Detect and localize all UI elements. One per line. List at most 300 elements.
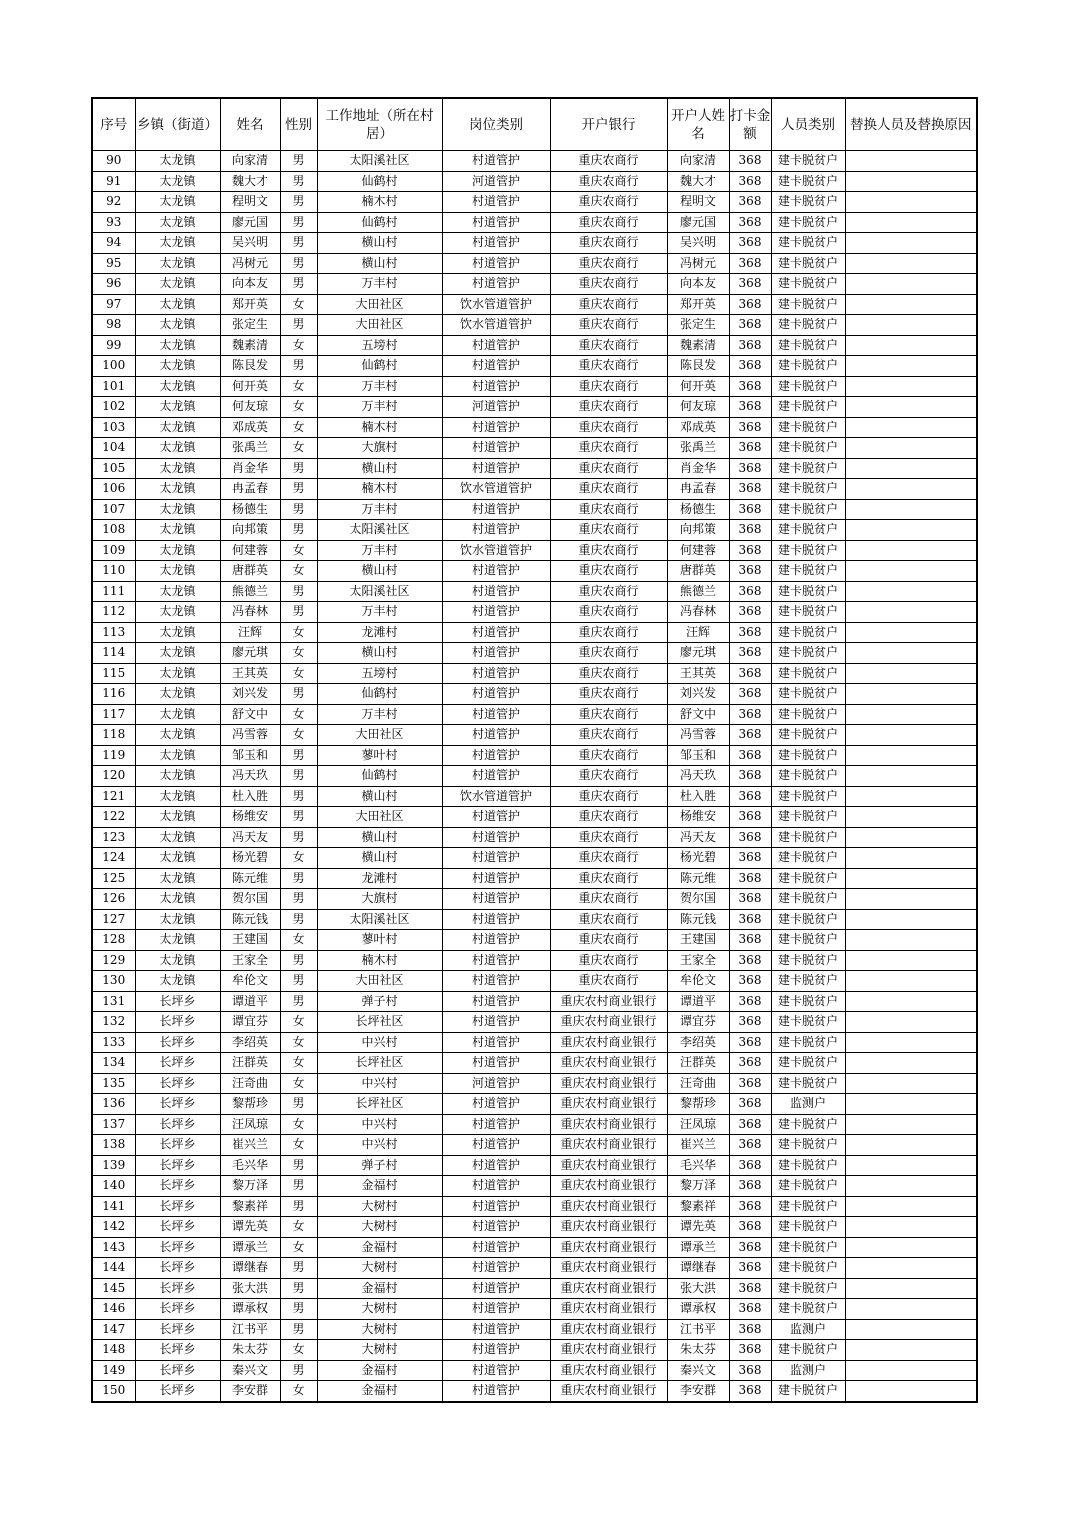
cell-replacement: [845, 622, 977, 643]
cell-account-holder: 谭先英: [667, 1217, 729, 1238]
cell-bank: 重庆农商行: [550, 356, 667, 377]
cell-person-category: 建卡脱贫户: [771, 315, 845, 336]
table-row: [92, 171, 977, 192]
cell-serial: 104: [92, 438, 135, 459]
cell-post-type: 村道管护: [442, 971, 550, 992]
cell-serial: 123: [92, 827, 135, 848]
cell-gender: 女: [280, 335, 317, 356]
cell-bank: 重庆农村商业银行: [550, 1196, 667, 1217]
cell-person-category: 建卡脱贫户: [771, 827, 845, 848]
cell-bank: 重庆农村商业银行: [550, 1299, 667, 1320]
cell-work-address: 长坪社区: [317, 1094, 442, 1115]
cell-amount: 368: [729, 335, 771, 356]
cell-serial: 106: [92, 479, 135, 500]
cell-serial: 99: [92, 335, 135, 356]
cell-serial: 113: [92, 622, 135, 643]
cell-gender: 男: [280, 1319, 317, 1340]
cell-post-type: 村道管护: [442, 1360, 550, 1381]
cell-township: 太龙镇: [135, 766, 220, 787]
table-row: [92, 315, 977, 336]
cell-account-holder: 魏素清: [667, 335, 729, 356]
cell-amount: 368: [729, 561, 771, 582]
cell-work-address: 大树村: [317, 1196, 442, 1217]
cell-township: 太龙镇: [135, 438, 220, 459]
cell-serial: 105: [92, 458, 135, 479]
cell-post-type: 村道管护: [442, 1258, 550, 1279]
cell-post-type: 村道管护: [442, 704, 550, 725]
cell-name: 陈元维: [220, 868, 280, 889]
cell-amount: 368: [729, 1094, 771, 1115]
cell-amount: 368: [729, 1340, 771, 1361]
cell-serial: 144: [92, 1258, 135, 1279]
cell-work-address: 弹子村: [317, 1155, 442, 1176]
cell-township: 太龙镇: [135, 848, 220, 869]
cell-gender: 女: [280, 663, 317, 684]
cell-replacement: [845, 438, 977, 459]
cell-work-address: 金福村: [317, 1237, 442, 1258]
table-row: [92, 745, 977, 766]
cell-gender: 女: [280, 294, 317, 315]
cell-person-category: 建卡脱贫户: [771, 1073, 845, 1094]
cell-replacement: [845, 315, 977, 336]
table-row: [92, 479, 977, 500]
table-row: [92, 253, 977, 274]
table-row: [92, 499, 977, 520]
cell-gender: 女: [280, 704, 317, 725]
cell-work-address: 长坪社区: [317, 1012, 442, 1033]
cell-amount: 368: [729, 1381, 771, 1402]
table-row: [92, 1237, 977, 1258]
cell-work-address: 中兴村: [317, 1135, 442, 1156]
cell-township: 太龙镇: [135, 274, 220, 295]
cell-account-holder: 王其英: [667, 663, 729, 684]
cell-work-address: 大旗村: [317, 889, 442, 910]
cell-work-address: 万丰村: [317, 540, 442, 561]
cell-person-category: 建卡脱贫户: [771, 561, 845, 582]
cell-account-holder: 汪辉: [667, 622, 729, 643]
cell-gender: 男: [280, 151, 317, 172]
cell-work-address: 龙滩村: [317, 622, 442, 643]
cell-bank: 重庆农村商业银行: [550, 1073, 667, 1094]
cell-post-type: 村道管护: [442, 766, 550, 787]
cell-name: 张定生: [220, 315, 280, 336]
cell-bank: 重庆农商行: [550, 725, 667, 746]
cell-person-category: 建卡脱贫户: [771, 848, 845, 869]
cell-gender: 男: [280, 520, 317, 541]
cell-replacement: [845, 1258, 977, 1279]
cell-township: 长坪乡: [135, 1299, 220, 1320]
cell-post-type: 河道管护: [442, 171, 550, 192]
cell-replacement: [845, 889, 977, 910]
cell-post-type: 村道管护: [442, 417, 550, 438]
cell-bank: 重庆农商行: [550, 827, 667, 848]
cell-bank: 重庆农村商业银行: [550, 1155, 667, 1176]
table-row: [92, 561, 977, 582]
cell-township: 长坪乡: [135, 1217, 220, 1238]
cell-bank: 重庆农商行: [550, 253, 667, 274]
cell-name: 张禹兰: [220, 438, 280, 459]
cell-replacement: [845, 786, 977, 807]
cell-township: 太龙镇: [135, 745, 220, 766]
cell-replacement: [845, 1299, 977, 1320]
cell-gender: 男: [280, 274, 317, 295]
cell-post-type: 村道管护: [442, 1278, 550, 1299]
cell-work-address: 五塝村: [317, 663, 442, 684]
cell-bank: 重庆农商行: [550, 930, 667, 951]
table-row: [92, 335, 977, 356]
cell-replacement: [845, 991, 977, 1012]
cell-gender: 男: [280, 1258, 317, 1279]
cell-work-address: 万丰村: [317, 397, 442, 418]
cell-serial: 112: [92, 602, 135, 623]
cell-gender: 女: [280, 622, 317, 643]
cell-replacement: [845, 807, 977, 828]
cell-work-address: 金福村: [317, 1176, 442, 1197]
cell-name: 熊德兰: [220, 581, 280, 602]
cell-gender: 男: [280, 827, 317, 848]
cell-serial: 102: [92, 397, 135, 418]
cell-gender: 男: [280, 602, 317, 623]
cell-township: 太龙镇: [135, 889, 220, 910]
cell-serial: 91: [92, 171, 135, 192]
cell-work-address: 横山村: [317, 848, 442, 869]
table-row: [92, 1299, 977, 1320]
cell-gender: 女: [280, 1073, 317, 1094]
cell-replacement: [845, 581, 977, 602]
cell-work-address: 仙鹤村: [317, 212, 442, 233]
cell-account-holder: 杨维安: [667, 807, 729, 828]
cell-serial: 137: [92, 1114, 135, 1135]
cell-post-type: 村道管护: [442, 192, 550, 213]
table-row: [92, 766, 977, 787]
cell-township: 太龙镇: [135, 909, 220, 930]
cell-serial: 94: [92, 233, 135, 254]
cell-account-holder: 陈元维: [667, 868, 729, 889]
cell-gender: 女: [280, 643, 317, 664]
cell-gender: 女: [280, 1237, 317, 1258]
cell-serial: 143: [92, 1237, 135, 1258]
cell-account-holder: 张禹兰: [667, 438, 729, 459]
cell-name: 向家清: [220, 151, 280, 172]
table-row: [92, 827, 977, 848]
cell-post-type: 村道管护: [442, 253, 550, 274]
cell-bank: 重庆农商行: [550, 171, 667, 192]
cell-serial: 150: [92, 1381, 135, 1402]
cell-replacement: [845, 1135, 977, 1156]
cell-account-holder: 朱太芬: [667, 1340, 729, 1361]
cell-person-category: 建卡脱贫户: [771, 499, 845, 520]
cell-replacement: [845, 212, 977, 233]
cell-name: 秦兴文: [220, 1360, 280, 1381]
cell-amount: 368: [729, 1155, 771, 1176]
cell-work-address: 大田社区: [317, 725, 442, 746]
cell-name: 向邦策: [220, 520, 280, 541]
cell-account-holder: 王建国: [667, 930, 729, 951]
cell-account-holder: 陈艮发: [667, 356, 729, 377]
cell-person-category: 监测户: [771, 1094, 845, 1115]
cell-replacement: [845, 868, 977, 889]
cell-replacement: [845, 1217, 977, 1238]
cell-amount: 368: [729, 1032, 771, 1053]
cell-name: 廖元琪: [220, 643, 280, 664]
cell-bank: 重庆农商行: [550, 704, 667, 725]
cell-gender: 男: [280, 868, 317, 889]
cell-serial: 142: [92, 1217, 135, 1238]
cell-work-address: 大田社区: [317, 294, 442, 315]
cell-bank: 重庆农商行: [550, 499, 667, 520]
header-account-holder: 开户人姓名: [667, 98, 729, 151]
table-row: [92, 274, 977, 295]
cell-bank: 重庆农村商业银行: [550, 1340, 667, 1361]
cell-bank: 重庆农商行: [550, 848, 667, 869]
cell-replacement: [845, 520, 977, 541]
cell-work-address: 弹子村: [317, 991, 442, 1012]
cell-serial: 101: [92, 376, 135, 397]
table-row: [92, 397, 977, 418]
cell-amount: 368: [729, 745, 771, 766]
cell-person-category: 建卡脱贫户: [771, 1237, 845, 1258]
cell-bank: 重庆农商行: [550, 274, 667, 295]
table-row: [92, 1258, 977, 1279]
header-township: 乡镇（街道）: [135, 98, 220, 151]
cell-name: 程明文: [220, 192, 280, 213]
cell-township: 太龙镇: [135, 602, 220, 623]
cell-person-category: 建卡脱贫户: [771, 479, 845, 500]
cell-person-category: 建卡脱贫户: [771, 807, 845, 828]
cell-township: 太龙镇: [135, 171, 220, 192]
cell-name: 朱太芬: [220, 1340, 280, 1361]
cell-township: 太龙镇: [135, 253, 220, 274]
cell-account-holder: 贺尔国: [667, 889, 729, 910]
cell-post-type: 村道管护: [442, 458, 550, 479]
cell-person-category: 建卡脱贫户: [771, 151, 845, 172]
cell-post-type: 村道管护: [442, 991, 550, 1012]
cell-bank: 重庆农商行: [550, 786, 667, 807]
cell-township: 太龙镇: [135, 827, 220, 848]
cell-township: 长坪乡: [135, 1381, 220, 1402]
cell-name: 陈元钱: [220, 909, 280, 930]
cell-work-address: 万丰村: [317, 274, 442, 295]
cell-work-address: 横山村: [317, 458, 442, 479]
cell-post-type: 村道管护: [442, 827, 550, 848]
cell-work-address: 大旗村: [317, 438, 442, 459]
cell-serial: 139: [92, 1155, 135, 1176]
cell-serial: 96: [92, 274, 135, 295]
cell-amount: 368: [729, 991, 771, 1012]
cell-bank: 重庆农村商业银行: [550, 1381, 667, 1402]
cell-replacement: [845, 1196, 977, 1217]
header-replacement: 替换人员及替换原因: [845, 98, 977, 151]
cell-post-type: 村道管护: [442, 684, 550, 705]
cell-person-category: 建卡脱贫户: [771, 1258, 845, 1279]
cell-serial: 115: [92, 663, 135, 684]
cell-replacement: [845, 294, 977, 315]
cell-person-category: 建卡脱贫户: [771, 786, 845, 807]
cell-bank: 重庆农商行: [550, 684, 667, 705]
cell-account-holder: 张大洪: [667, 1278, 729, 1299]
cell-account-holder: 谭继春: [667, 1258, 729, 1279]
cell-work-address: 金福村: [317, 1360, 442, 1381]
cell-person-category: 建卡脱贫户: [771, 868, 845, 889]
cell-work-address: 仙鹤村: [317, 356, 442, 377]
cell-name: 杨维安: [220, 807, 280, 828]
cell-gender: 女: [280, 438, 317, 459]
cell-account-holder: 邹玉和: [667, 745, 729, 766]
cell-person-category: 建卡脱贫户: [771, 704, 845, 725]
cell-amount: 368: [729, 786, 771, 807]
cell-name: 黎素祥: [220, 1196, 280, 1217]
cell-bank: 重庆农商行: [550, 622, 667, 643]
cell-replacement: [845, 745, 977, 766]
cell-post-type: 村道管护: [442, 1176, 550, 1197]
cell-amount: 368: [729, 1114, 771, 1135]
header-name: 姓名: [220, 98, 280, 151]
cell-person-category: 建卡脱贫户: [771, 376, 845, 397]
cell-amount: 368: [729, 274, 771, 295]
cell-replacement: [845, 827, 977, 848]
cell-replacement: [845, 602, 977, 623]
cell-name: 张大洪: [220, 1278, 280, 1299]
cell-serial: 147: [92, 1319, 135, 1340]
cell-amount: 368: [729, 1012, 771, 1033]
cell-gender: 男: [280, 581, 317, 602]
cell-person-category: 建卡脱贫户: [771, 417, 845, 438]
cell-gender: 男: [280, 889, 317, 910]
table-row: [92, 704, 977, 725]
cell-bank: 重庆农商行: [550, 971, 667, 992]
cell-amount: 368: [729, 356, 771, 377]
cell-work-address: 横山村: [317, 561, 442, 582]
cell-township: 太龙镇: [135, 458, 220, 479]
cell-amount: 368: [729, 499, 771, 520]
table-row: [92, 889, 977, 910]
cell-gender: 女: [280, 397, 317, 418]
cell-amount: 368: [729, 704, 771, 725]
cell-post-type: 村道管护: [442, 561, 550, 582]
cell-replacement: [845, 1155, 977, 1176]
cell-person-category: 建卡脱贫户: [771, 171, 845, 192]
cell-work-address: 中兴村: [317, 1114, 442, 1135]
cell-township: 太龙镇: [135, 643, 220, 664]
cell-township: 太龙镇: [135, 930, 220, 951]
cell-person-category: 建卡脱贫户: [771, 233, 845, 254]
table-row: [92, 540, 977, 561]
cell-post-type: 村道管护: [442, 1135, 550, 1156]
cell-bank: 重庆农商行: [550, 212, 667, 233]
cell-serial: 133: [92, 1032, 135, 1053]
cell-person-category: 建卡脱贫户: [771, 684, 845, 705]
cell-account-holder: 黎万泽: [667, 1176, 729, 1197]
cell-replacement: [845, 499, 977, 520]
cell-post-type: 村道管护: [442, 1217, 550, 1238]
cell-name: 冯天友: [220, 827, 280, 848]
cell-serial: 110: [92, 561, 135, 582]
cell-post-type: 村道管护: [442, 745, 550, 766]
cell-gender: 女: [280, 1114, 317, 1135]
table-row: [92, 212, 977, 233]
table-row: [92, 971, 977, 992]
cell-amount: 368: [729, 827, 771, 848]
cell-amount: 368: [729, 848, 771, 869]
cell-serial: 140: [92, 1176, 135, 1197]
cell-serial: 132: [92, 1012, 135, 1033]
cell-serial: 90: [92, 151, 135, 172]
cell-post-type: 村道管护: [442, 725, 550, 746]
cell-amount: 368: [729, 930, 771, 951]
cell-bank: 重庆农商行: [550, 315, 667, 336]
cell-account-holder: 江书平: [667, 1319, 729, 1340]
cell-gender: 男: [280, 253, 317, 274]
cell-township: 太龙镇: [135, 663, 220, 684]
table-row: [92, 1114, 977, 1135]
cell-bank: 重庆农商行: [550, 479, 667, 500]
cell-replacement: [845, 540, 977, 561]
cell-township: 太龙镇: [135, 684, 220, 705]
cell-work-address: 万丰村: [317, 704, 442, 725]
cell-name: 江书平: [220, 1319, 280, 1340]
cell-township: 长坪乡: [135, 1053, 220, 1074]
cell-work-address: 长坪社区: [317, 1053, 442, 1074]
cell-replacement: [845, 335, 977, 356]
cell-serial: 141: [92, 1196, 135, 1217]
cell-post-type: 村道管护: [442, 438, 550, 459]
cell-gender: 女: [280, 1135, 317, 1156]
cell-work-address: 太阳溪社区: [317, 909, 442, 930]
cell-person-category: 建卡脱贫户: [771, 438, 845, 459]
cell-post-type: 村道管护: [442, 930, 550, 951]
cell-serial: 138: [92, 1135, 135, 1156]
cell-name: 廖元国: [220, 212, 280, 233]
cell-bank: 重庆农村商业银行: [550, 1094, 667, 1115]
cell-township: 长坪乡: [135, 1176, 220, 1197]
cell-account-holder: 陈元钱: [667, 909, 729, 930]
cell-work-address: 横山村: [317, 233, 442, 254]
cell-person-category: 监测户: [771, 1360, 845, 1381]
cell-replacement: [845, 253, 977, 274]
cell-amount: 368: [729, 602, 771, 623]
cell-bank: 重庆农商行: [550, 233, 667, 254]
cell-name: 谭先英: [220, 1217, 280, 1238]
cell-serial: 92: [92, 192, 135, 213]
cell-gender: 男: [280, 1155, 317, 1176]
table-row: [92, 930, 977, 951]
cell-replacement: [845, 1319, 977, 1340]
cell-name: 李安群: [220, 1381, 280, 1402]
cell-post-type: 村道管护: [442, 889, 550, 910]
cell-account-holder: 黎素祥: [667, 1196, 729, 1217]
cell-work-address: 太阳溪社区: [317, 151, 442, 172]
cell-township: 长坪乡: [135, 1012, 220, 1033]
cell-name: 汪凤琼: [220, 1114, 280, 1135]
cell-post-type: 村道管护: [442, 356, 550, 377]
cell-replacement: [845, 930, 977, 951]
cell-replacement: [845, 171, 977, 192]
cell-township: 长坪乡: [135, 1319, 220, 1340]
cell-name: 王其英: [220, 663, 280, 684]
cell-township: 长坪乡: [135, 1073, 220, 1094]
cell-bank: 重庆农村商业银行: [550, 1319, 667, 1340]
cell-replacement: [845, 1237, 977, 1258]
cell-name: 李绍英: [220, 1032, 280, 1053]
cell-work-address: 横山村: [317, 827, 442, 848]
cell-township: 太龙镇: [135, 725, 220, 746]
cell-replacement: [845, 766, 977, 787]
cell-account-holder: 谭宜芬: [667, 1012, 729, 1033]
table-row: [92, 1217, 977, 1238]
cell-account-holder: 魏大才: [667, 171, 729, 192]
cell-serial: 135: [92, 1073, 135, 1094]
cell-name: 冯树元: [220, 253, 280, 274]
